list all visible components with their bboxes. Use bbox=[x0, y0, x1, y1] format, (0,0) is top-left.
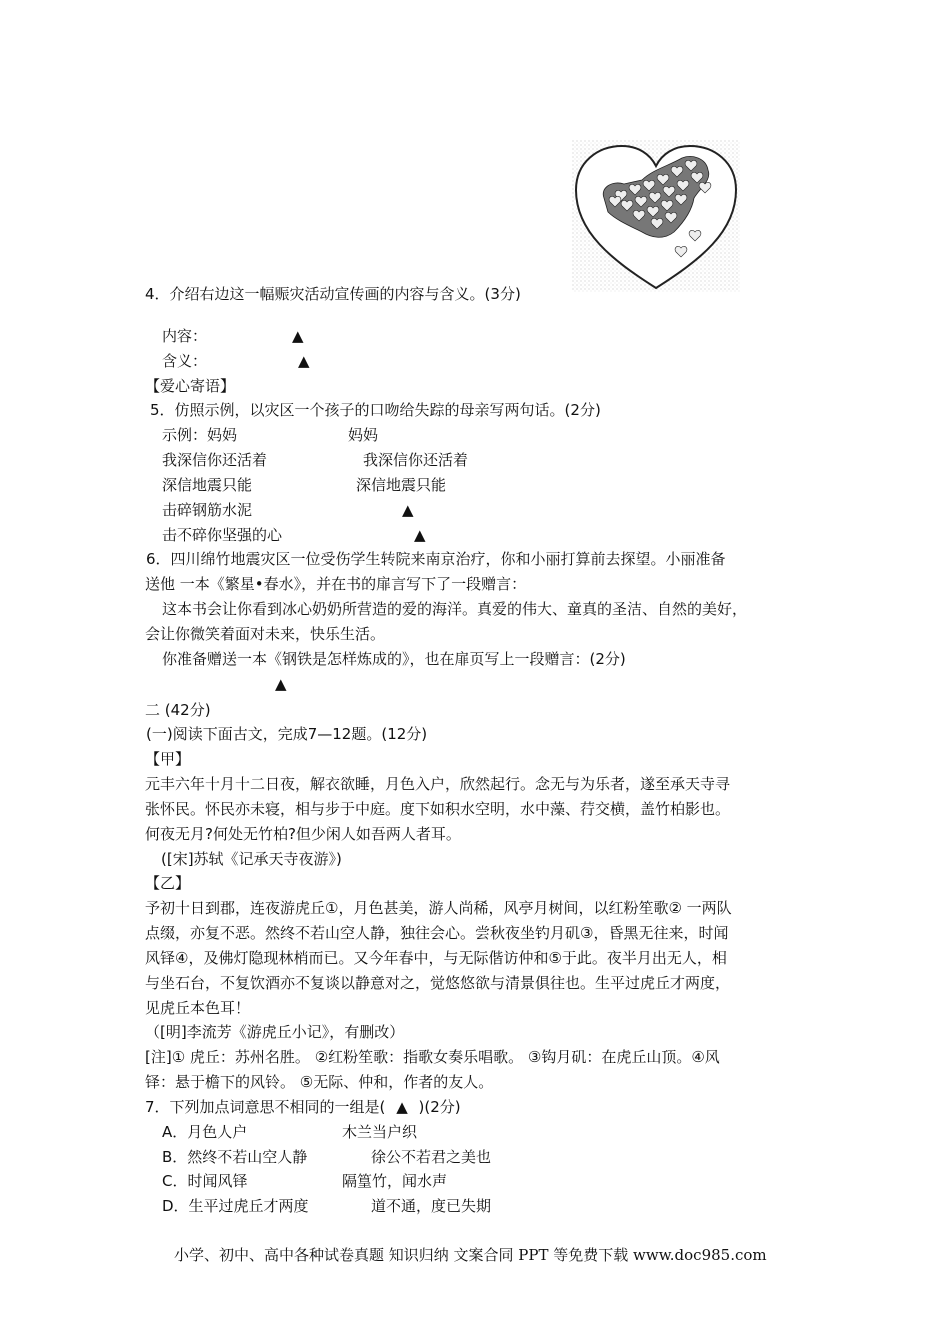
q7-option-d-right: 道不通，度已失期 bbox=[371, 1197, 492, 1215]
passage-yi-line-5: 见虎丘本色耳！ bbox=[145, 999, 251, 1017]
q7-option-c-left: C．时闻风铎 bbox=[162, 1172, 248, 1190]
q7-option-a-right: 木兰当户织 bbox=[342, 1123, 418, 1141]
question-6-line-5: 你准备赠送一本《钢铁是怎样炼成的》，也在扉页写上一段赠言：(2分) bbox=[162, 650, 626, 668]
heart-china-map-poster-icon bbox=[572, 140, 740, 292]
notes-line-1: [注]① 虎丘：苏州名胜。 ②红粉笙歌：指歌女奏乐唱歌。 ③钩月矶：在虎丘山顶。④风 bbox=[145, 1048, 720, 1066]
q4-content-answer-mark: ▲ bbox=[292, 327, 304, 345]
q6-answer-mark: ▲ bbox=[275, 675, 287, 693]
passage-jia-line-3: 何夜无月?何处无竹柏?但少闲人如吾两人者耳。 bbox=[145, 825, 461, 843]
question-7-text-b: )(2分) bbox=[418, 1098, 461, 1116]
passage-yi-line-2: 点缀，亦复不恶。然终不若山空人静，独往会心。尝秋夜坐钓月矶③，昏黑无往来，时闻 bbox=[145, 924, 729, 942]
q7-option-d-left: D．生平过虎丘才两度 bbox=[162, 1197, 309, 1215]
q7-option-b-left: B．然终不若山空人静 bbox=[162, 1148, 308, 1166]
q5-example-left-4: 击碎钢筋水泥 bbox=[162, 501, 253, 519]
section-2-title: 二 (42分) bbox=[145, 701, 211, 719]
q5-example-left-5: 击不碎你坚强的心 bbox=[162, 526, 283, 544]
passage-yi-label: 【乙】 bbox=[145, 874, 191, 892]
q4-content-label: 内容： bbox=[162, 327, 208, 345]
q7-option-c-right: 隔篁竹，闻水声 bbox=[342, 1172, 448, 1190]
q7-option-b-right: 徐公不若君之美也 bbox=[371, 1148, 492, 1166]
question-6-line-3: 这本书会让你看到冰心奶奶所营造的爱的海洋。真爱的伟大、童真的圣洁、自然的美好， bbox=[162, 600, 748, 618]
passage-jia-source: ([宋]苏轼《记承天寺夜游》) bbox=[161, 850, 342, 868]
q5-example-left-2: 我深信你还活着 bbox=[162, 451, 268, 469]
section-2-intro: (一)阅读下面古文，完成7—12题。(12分) bbox=[146, 725, 428, 743]
passage-yi-line-4: 与坐石台，不复饮酒亦不复谈以静意对之，觉悠悠欲与清景俱往也。生平过虎丘才两度， bbox=[145, 974, 731, 992]
q5-example-right-2: 我深信你还活着 bbox=[363, 451, 469, 469]
section-love-heading: 【爱心寄语】 bbox=[145, 377, 236, 395]
passage-jia-line-2: 张怀民。怀民亦未寝，相与步于中庭。度下如积水空明，水中藻、荇交横，盖竹柏影也。 bbox=[145, 800, 731, 818]
passage-yi-line-1: 予初十日到郡，连夜游虎丘①，月色甚美，游人尚稀，风亭月树间，以红粉笙歌② 一两队 bbox=[145, 899, 732, 917]
question-7-text-a: 7．下列加点词意思不相同的一组是( bbox=[145, 1098, 386, 1116]
q4-meaning-answer-mark: ▲ bbox=[298, 352, 310, 370]
q5-answer-mark-1: ▲ bbox=[402, 501, 414, 519]
notes-line-2: 铎：悬于檐下的风铃。 ⑤无际、仲和，作者的友人。 bbox=[145, 1073, 494, 1091]
question-7 bbox=[145, 1097, 461, 1117]
passage-yi-source: （[明]李流芳《游虎丘小记》，有删改） bbox=[145, 1023, 405, 1041]
page-footer: 小学、初中、高中各种试卷真题 知识归纳 文案合同 PPT 等免费下载 www.doc985.com bbox=[174, 1246, 767, 1264]
q7-option-a-left: A．月色人户 bbox=[162, 1123, 248, 1141]
q5-example-left-3: 深信地震只能 bbox=[162, 476, 253, 494]
question-6-line-4: 会让你微笑着面对未来，快乐生活。 bbox=[145, 625, 386, 643]
q5-example-right-3: 深信地震只能 bbox=[356, 476, 447, 494]
passage-jia-line-1: 元丰六年十月十二日夜，解衣欲睡，月色入户，欣然起行。念无与为乐者，遂至承天寺寻 bbox=[145, 775, 731, 793]
q7-answer-mark: ▲ bbox=[396, 1098, 408, 1116]
question-4: 4．介绍右边这一幅赈灾活动宣传画的内容与含义。(3分) bbox=[145, 285, 521, 303]
q5-answer-mark-2: ▲ bbox=[414, 526, 426, 544]
question-6-line-1: 6．四川绵竹地震灾区一位受伤学生转院来南京治疗，你和小丽打算前去探望。小丽准备 bbox=[146, 550, 726, 568]
passage-yi-line-3: 风铎④，及佛灯隐现林梢而已。又今年春中，与无际偕访仲和⑤于此。夜半月出无人，相 bbox=[145, 949, 727, 967]
q5-example-right-1: 妈妈 bbox=[348, 426, 379, 444]
passage-jia-label: 【甲】 bbox=[145, 750, 191, 768]
q4-meaning-label: 含义： bbox=[162, 352, 208, 370]
question-5: 5．仿照示例，以灾区一个孩子的口吻给失踪的母亲写两句话。(2分) bbox=[150, 401, 601, 419]
q5-example-left-1: 示例：妈妈 bbox=[162, 426, 238, 444]
question-6-line-2: 送他 一本《繁星•春水》，并在书的扉言写下了一段赠言： bbox=[145, 575, 527, 593]
